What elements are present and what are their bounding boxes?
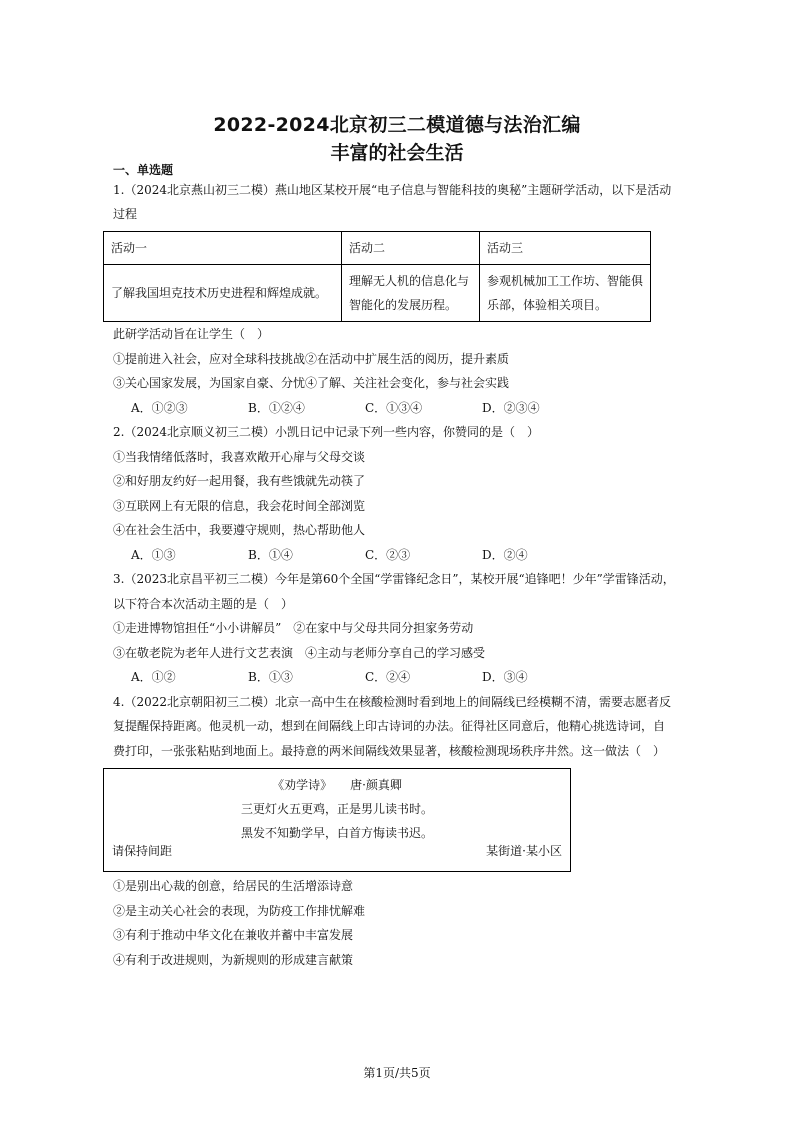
q3-choice-d[interactable]: D．③④ <box>482 670 528 684</box>
question-3 <box>113 567 673 690</box>
question-1 <box>113 180 673 420</box>
q3-choice-a[interactable]: A．①② <box>131 670 176 684</box>
document-subtitle: 丰富的社会生活 <box>330 142 464 164</box>
table-cell-3: 参观机械加工工作坊、智能俱乐部，体验相关项目。 <box>480 265 651 322</box>
question-2 <box>113 420 673 567</box>
q3-choices <box>113 665 673 690</box>
page-number: 第1页/共5页 <box>363 1066 431 1080</box>
q2-option-3: ③互联网上有无限的信息，我会花时间全部浏览 <box>113 498 366 513</box>
table-cell-1: 了解我国坦克技术历史进程和辉煌成就。 <box>104 265 342 322</box>
q4-option-3: ③有利于推动中华文化在兼收并蓄中丰富发展 <box>113 928 354 942</box>
q2-choice-a[interactable]: A．①③ <box>131 547 176 562</box>
poem-footer <box>112 839 562 864</box>
poem-title: 《劝学诗》 唐·颜真卿 <box>272 778 402 792</box>
q1-stem-line1: 1.（2024北京燕山初三二模）燕山地区某校开展“电子信息与智能科技的奥秘”主题研学活动，以下是活动 <box>113 183 672 197</box>
q1-option-line2: ③关心国家发展，为国家自豪、分忧④了解、关注社会变化，参与社会实践 <box>113 376 510 390</box>
q2-choice-d[interactable]: D．②④ <box>482 547 528 562</box>
q1-choice-b[interactable]: B．①②④ <box>248 400 305 415</box>
table-header-cell-2: 活动二 <box>342 232 480 265</box>
q1-ask: 此研学活动旨在让学生（ ） <box>113 327 270 341</box>
poem-left-note: 请保持间距 <box>112 843 173 858</box>
q4-option-4: ④有利于改进规则，为新规则的形成建言献策 <box>113 952 354 967</box>
q2-option-4: ④在社会生活中，我要遵守规则，热心帮助他人 <box>113 523 366 537</box>
q3-option-line2: ③在敬老院为老年人进行文艺表演 ④主动与老师分享自己的学习感受 <box>113 645 486 660</box>
table-header-cell-1: 活动一 <box>104 232 342 265</box>
q4-stem-line1: 4.（2022北京朝阳初三二模）北京一高中生在核酸检测时看到地上的间隔线已经模糊不清，需要志愿者反 <box>113 694 671 709</box>
table-cell-2: 理解无人机的信息化与智能化的发展历程。 <box>342 265 480 322</box>
q1-choice-c[interactable]: C．①③④ <box>365 400 423 415</box>
document-title: 2022-2024北京初三二模道德与法治汇编 <box>213 114 581 136</box>
q4-stem-line2: 复提醒保持距离。他灵机一动，想到在间隔线上印古诗词的办法。征得社区同意后，他精心挑选诗词，自 <box>113 719 666 733</box>
q4-poem-box <box>103 768 571 872</box>
question-4 <box>113 690 673 973</box>
document-body <box>113 160 673 972</box>
q4-stem-line3: 费打印，一张张粘贴到地面上。最持意的两米间隔线效果显著，核酸检测现场秩序井然。这一做法（ ） <box>113 743 666 758</box>
q2-choice-c[interactable]: C．②③ <box>365 547 411 562</box>
q2-choices <box>113 543 673 568</box>
section-heading: 一、单选题 <box>113 163 174 177</box>
q2-stem: 2.（2024北京顺义初三二模）小凯日记中记录下列一些内容，你赞同的是（ ） <box>113 425 539 439</box>
q4-option-2: ②是主动关心社会的表现，为防疫工作排忧解难 <box>113 903 366 918</box>
q3-stem-line1: 3.（2023北京昌平初三二模）今年是第60个全国“学雷锋纪念日”，某校开展“追锋吧！少年”学雷锋活动， <box>113 572 675 586</box>
table-header-cell-3: 活动三 <box>480 232 651 265</box>
q1-choices <box>113 396 673 421</box>
poem-right-note: 某街道·某小区 <box>486 843 562 858</box>
q3-choice-c[interactable]: C．②④ <box>365 670 411 684</box>
q1-option-line1: ①提前进入社会，应对全球科技挑战②在活动中扩展生活的阅历，提升素质 <box>113 351 510 366</box>
q3-option-line1: ①走进博物馆担任“小小讲解员” ②在家中与父母共同分担家务劳动 <box>113 621 474 635</box>
q3-stem-line2: 以下符合本次活动主题的是（ ） <box>113 596 294 611</box>
q4-option-1: ①是别出心裁的创意，给居民的生活增添诗意 <box>113 879 354 893</box>
poem-line-2: 黑发不知勤学早，白首方悔读书迟。 <box>240 826 433 840</box>
q2-choice-b[interactable]: B．①④ <box>248 547 293 562</box>
table-row <box>104 265 651 322</box>
q1-stem-line2: 过程 <box>113 207 138 221</box>
q2-option-1: ①当我情绪低落时，我喜欢敞开心扉与父母交谈 <box>113 449 366 464</box>
table-header-row <box>104 232 651 265</box>
q1-choice-d[interactable]: D．②③④ <box>482 400 540 415</box>
poem-line-1: 三更灯火五更鸡，正是男儿读书时。 <box>240 802 433 816</box>
q1-activity-table <box>103 231 651 322</box>
q1-choice-a[interactable]: A．①②③ <box>131 400 188 415</box>
q3-choice-b[interactable]: B．①③ <box>248 670 293 684</box>
q2-option-2: ②和好朋友约好一起用餐，我有些饿就先动筷了 <box>113 474 366 488</box>
